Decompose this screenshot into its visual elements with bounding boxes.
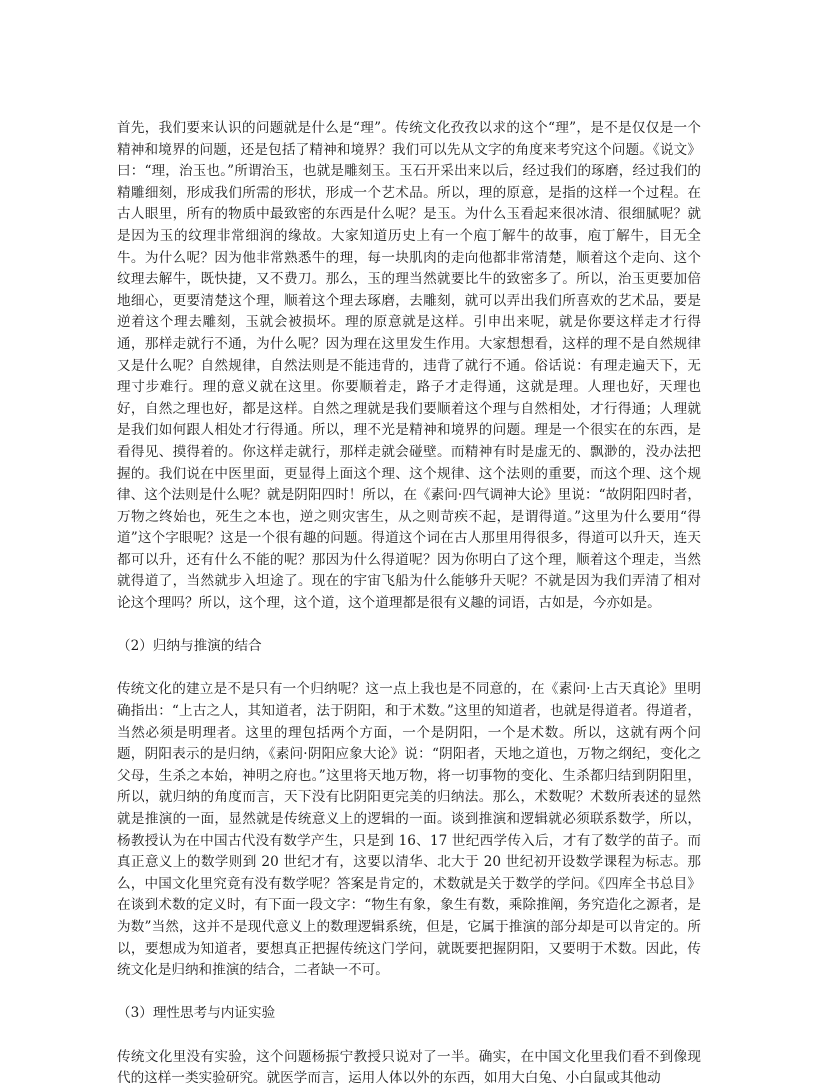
document-page: [117, 118, 701, 1090]
paragraph-experiment: 传统文化里没有实验，这个问题杨振宁教授只说对了一半。确实，在中国文化里我们看不到像现代的这样一类实验研究。就医学而言，运用人体以外的东西，如用大白兔、小白鼠或其他动: [117, 1048, 701, 1087]
section-heading-rational-thinking: （3）理性思考与内证实验: [117, 1005, 276, 1022]
paragraph-induction-deduction: 传统文化的建立是不是只有一个归纳呢？这一点上我也是不同意的，在《素问·上古天真论》里明确指出：“上古之人，其知道者，法于阴阳，和于术数。”这里的知道者，也就是得道者。得道者，当然必须是明理者。这里的理包括两个方面，一个是阴阳，一个是术数。所以，这就有两个问题，阴阳表示的是归纳，《素问·阴阳应象大论》说：“阴阳者，天地之道也，万物之纲纪，变化之父母，生杀之本始，神明之府也。”这里将天地万物，将一切事物的变化、生杀都归结到阴阳里，所以，就归纳的角度而言，天下没有比阴阳更完美的归纳法。那么，术数呢？术数所表述的显然就是推演的一面，显然就是传统意义上的逻辑的一面。谈到推演和逻辑就必须联系数学，所以，杨教授认为在中国古代没有数学产生，只是到 16、17 世纪西学传入后，才有了数学的苗子。而真正意义上的数学则到 20 世纪才有，这要以清华、北大于 20 世纪初开设数学课程为标志。那么，中国文化里究竟有没有数学呢？答案是肯定的，术数就是关于数学的学问。《四库全书总目》在谈到术数的定义时，有下面一段文字：“物生有象，象生有数，乘除推阐，务究造化之源者，是为数”当然，这并不是现代意义上的数理逻辑系统，但是，它属于推演的部分却是可以肯定的。所以，要想成为知道者，要想真正把握传统这门学问，就既要把握阴阳，又要明于术数。因此，传统文化是归纳和推演的结合，二者缺一不可。: [117, 681, 701, 979]
section-heading-induction-deduction: （2）归纳与推演的结合: [117, 638, 262, 655]
paragraph-li-meaning: 首先，我们要来认识的问题就是什么是“理”。传统文化孜孜以求的这个“理”，是不是仅仅是一个精神和境界的问题，还是包括了精神和境界？我们可以先从文字的角度来考究这个问题。《说文》曰：“理，治玉也。”所谓治玉，也就是雕刻玉。玉石开采出来以后，经过我们的琢磨，经过我们的精雕细刻，形成我们所需的形状，形成一个艺术品。所以，理的原意，是指的这样一个过程。在古人眼里，所有的物质中最致密的东西是什么呢？是玉。为什么玉看起来很冰清、很细腻呢？就是因为玉的纹理非常细润的缘故。大家知道历史上有一个庖丁解牛的故事，庖丁解牛，目无全牛。为什么呢？因为他非常熟悉牛的理，每一块肌肉的走向他都非常清楚，顺着这个走向、这个纹理去解牛，既快捷，又不费刀。那么，玉的理当然就要比牛的致密多了。所以，治玉更要加倍地细心，更要清楚这个理，顺着这个理去琢磨，去雕刻，就可以弄出我们所喜欢的艺术品，要是逆着这个理去雕刻，玉就会被损坏。理的原意就是这样。引申出来呢，就是你要这样走才行得通，那样走就行不通，为什么呢？因为理在这里发生作用。大家想想看，这样的理不是自然规律又是什么呢？自然规律，自然法则是不能违背的，违背了就行不通。俗话说：有理走遍天下，无理寸步难行。理的意义就在这里。你要顺着走，路子才走得通，这就是理。人理也好，天理也好，自然之理也好，都是这样。自然之理就是我们要顺着这个理与自然相处，才行得通；人理就是我们如何跟人相处才行得通。所以，理不光是精神和境界的问题。理是一个很实在的东西，是看得见、摸得着的。你这样走就行，那样走就会碰壁。而精神有时是虚无的、飘渺的，没办法把握的。我们说在中医里面，更显得上面这个理、这个规律、这个法则的重要，而这个理、这个规律、这个法则是什么呢？就是阴阳四时！所以，在《素问·四气调神大论》里说：“故阴阳四时者，万物之终始也，死生之本也，逆之则灾害生，从之则苛疾不起，是谓得道。”这里为什么要用“得道”这个字眼呢？这是一个很有趣的问题。得道这个词在古人那里用得很多，得道可以升天，连天都可以升，还有什么不能的呢？那因为什么得道呢？因为你明白了这个理，顺着这个理走，当然就得道了，当然就步入坦途了。现在的宇宙飞船为什么能够升天呢？不就是因为我们弄清了相对论这个理吗？所以，这个理，这个道，这个道理都是很有义趣的词语，古如是，今亦如是。: [117, 120, 701, 612]
